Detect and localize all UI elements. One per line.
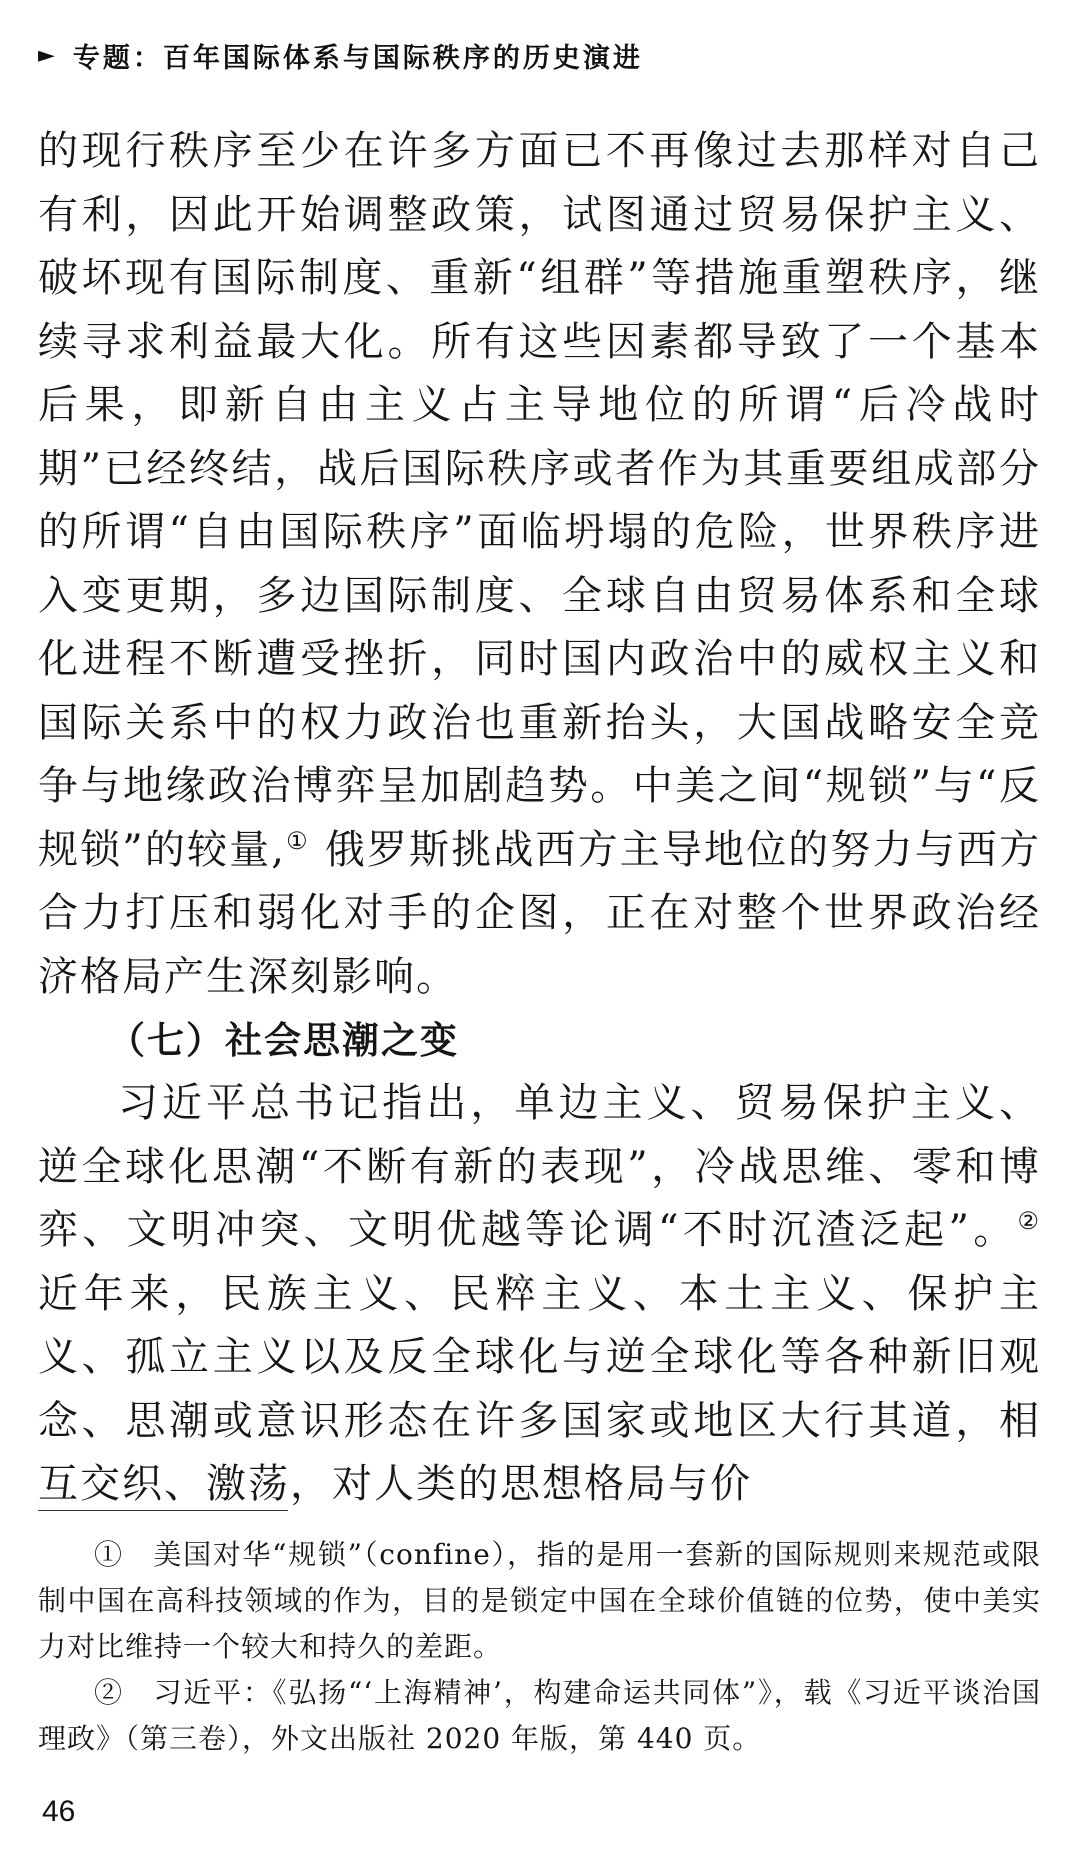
running-header [38, 36, 643, 75]
running-header-title: 专题：百年国际体系与国际秩序的历史演进 [72, 43, 643, 74]
footnotes [38, 1532, 1041, 1762]
footnote-1: ① 美国对华“规锁”（confine），指的是用一套新的国际规则来规范或限制中国在高科技领域的作为，目的是锁定中国在全球价值链的位势，使中美实力对比维持一个较大和持久的差距。 [38, 1538, 1041, 1663]
paragraph-2-text-b: 近年来，民族主义、民粹主义、本土主义、保护主义、孤立主义以及反全球化与逆全球化等各种新旧观念、思潮或意识形态在许多国家或地区大行其道，相互交织、激荡，对人类的思想格局与价 [38, 1270, 1041, 1507]
body-paragraph-2 [38, 1072, 1041, 1517]
section-heading: （七）社会思潮之变 [108, 1019, 459, 1062]
triangle-arrow-icon: ► [38, 43, 55, 68]
body-paragraph-1 [38, 120, 1041, 1009]
paragraph-1-text-a: 的现行秩序至少在许多方面已不再像过去那样对自己有利，因此开始调整政策，试图通过贸易保护主义、破坏现有国际制度、重新“组群”等措施重塑秩序，继续寻求利益最大化。所有这些因素都导致了一个基本后果，即新自由主义占主导地位的所谓“后冷战时期”已经终结，战后国际秩序或者作为其重要组成部分的所谓“自由国际秩序”面临坍塌的危险，世界秩序进入变更期，多边国际制度、全球自由贸易体系和全球化进程不断遭受挫折，同时国内政治中的威权主义和国际关系中的权力政治也重新抬头，大国战略安全竞争与地缘政治博弈呈加剧趋势。中美之间“规锁”与“反规锁”的较量, [38, 128, 1041, 873]
footnote-2: ② 习近平：《弘扬“‘上海精神’，构建命运共同体”》，载《习近平谈治国理政》（第三卷），外文出版社 2020 年版，第 440 页。 [38, 1676, 1041, 1755]
footnote-divider [38, 1510, 288, 1511]
footnote-reference-2: ② [1017, 1207, 1041, 1235]
page-number: 46 [42, 1795, 76, 1828]
paragraph-1-text-b: 俄罗斯挑战西方主导地位的努力与西方合力打压和弱化对手的企图，正在对整个世界政治经济格局产生深刻影响。 [38, 826, 1042, 1000]
paragraph-2-text-a: 习近平总书记指出，单边主义、贸易保护主义、逆全球化思潮“不断有新的表现”，冷战思维、零和博弈、文明冲突、文明优越等论调“不时沉渣泛起”。 [38, 1080, 1041, 1253]
footnote-reference-1: ① [286, 826, 310, 855]
